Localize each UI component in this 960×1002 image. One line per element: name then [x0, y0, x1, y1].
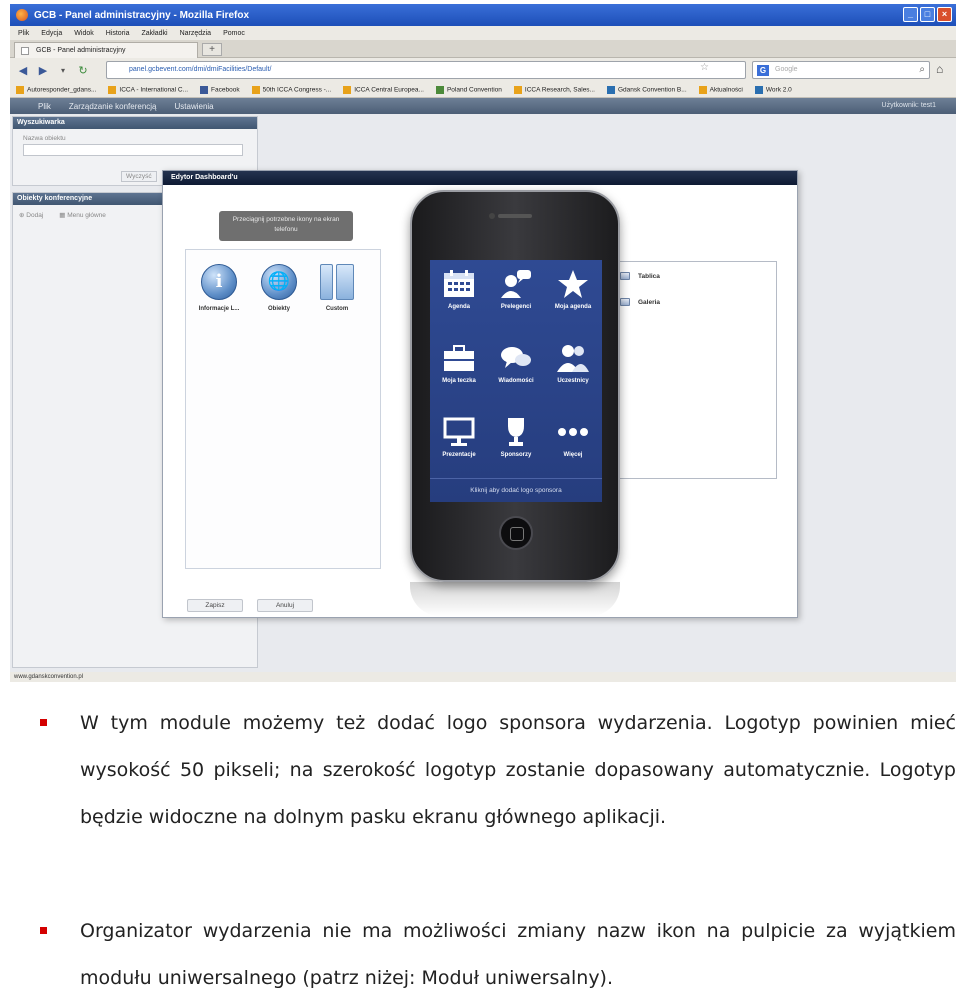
icon-item-objects[interactable]: 🌐 Obiekty	[252, 264, 306, 312]
maximize-button[interactable]: □	[920, 7, 935, 22]
search-placeholder: Google	[775, 66, 798, 73]
home-icon[interactable]: ⌂	[936, 62, 944, 76]
calendar-icon	[431, 266, 487, 302]
clear-button[interactable]: Wyczyść	[121, 171, 157, 182]
menu-view[interactable]: Widok	[74, 29, 94, 37]
bookmark-item[interactable]: ICCA Research, Sales...	[514, 86, 595, 94]
object-name-input[interactable]	[23, 144, 243, 156]
bookmark-item[interactable]: Autoresponder_gdans...	[16, 86, 96, 94]
tile-sponsorzy[interactable]: Sponsorzy	[488, 414, 544, 458]
bookmark-item[interactable]: ICCA Central Europea...	[343, 86, 424, 94]
icon-item-info[interactable]: i Informacje L...	[192, 264, 246, 312]
add-icon: ⊕	[19, 212, 25, 219]
list-item-galeria[interactable]: Galeria	[620, 298, 660, 306]
facebook-icon	[200, 86, 208, 94]
tab-label: GCB - Panel administracyjny	[36, 47, 126, 54]
window-title: GCB - Panel administracyjny - Mozilla Firefox	[34, 9, 250, 21]
search-input[interactable]	[752, 61, 930, 79]
bookmark-item[interactable]: ICCA - International C...	[108, 86, 188, 94]
bullet-marker	[40, 927, 47, 934]
bookmark-item[interactable]: Aktualności	[699, 86, 743, 94]
search-panel-title: Wyszukiwarka	[13, 117, 257, 129]
menu-icon: ▦	[59, 212, 66, 219]
url-bar[interactable]	[106, 61, 746, 79]
tile-wiecej[interactable]: Więcej	[545, 414, 601, 458]
bookmark-star-icon[interactable]: ☆	[700, 62, 709, 73]
menu-history[interactable]: Historia	[105, 29, 130, 37]
history-dropdown-icon[interactable]: ▾	[60, 65, 65, 75]
firefox-icon	[16, 9, 28, 21]
menu-bar	[10, 26, 956, 40]
icon-item-custom[interactable]: Custom	[310, 264, 364, 312]
app-nav-file[interactable]: Plik	[38, 101, 51, 111]
tile-moja-agenda[interactable]: Moja agenda	[545, 266, 601, 310]
bookmark-icon	[755, 86, 763, 94]
menu-tools[interactable]: Narzędzia	[179, 29, 212, 37]
star-icon	[545, 266, 601, 302]
board-icon	[620, 272, 630, 280]
search-field-label: Nazwa obiektu	[23, 135, 66, 142]
bookmark-icon	[16, 86, 24, 94]
info-icon: i	[201, 264, 237, 300]
status-bar: www.gdanskconvention.pl	[10, 672, 956, 682]
menu-file[interactable]: Plik	[18, 29, 30, 37]
tile-uczestnicy[interactable]: Uczestnicy	[545, 340, 601, 384]
bullet-paragraph-2	[40, 908, 956, 1002]
speaker-grille	[498, 214, 532, 218]
app-nav-settings[interactable]: Ustawienia	[174, 101, 214, 111]
save-button[interactable]: Zapisz	[187, 599, 243, 612]
new-tab-button[interactable]: +	[202, 43, 222, 56]
phone-reflection	[410, 582, 620, 616]
bookmark-icon	[607, 86, 615, 94]
menu-help[interactable]: Pomoc	[223, 29, 245, 37]
speaker-icon	[488, 266, 544, 302]
sponsor-logo-bar[interactable]: Kliknij aby dodać logo sponsora	[430, 478, 602, 502]
main-menu-button[interactable]: ▦ Menu główne	[59, 212, 106, 219]
briefcase-icon	[431, 340, 487, 376]
search-engine-icon[interactable]: G	[757, 65, 769, 76]
bookmarks-toolbar	[10, 82, 956, 98]
tab-bar	[10, 40, 956, 58]
tile-moja-teczka[interactable]: Moja teczka	[431, 340, 487, 384]
tile-prezentacje[interactable]: Prezentacje	[431, 414, 487, 458]
window-titlebar	[10, 4, 956, 26]
tile-agenda[interactable]: Agenda	[431, 266, 487, 310]
phone-home-button	[499, 516, 533, 550]
drag-hint: Przeciągnij potrzebne ikony na ekran telefonu	[219, 211, 353, 241]
paragraph-text: Organizator wydarzenia nie ma możliwości zmiany nazw ikon na pulpicie za wyjątkiem modułu uniwersalnego (patrz niżej: Moduł uniwersalny).	[80, 920, 956, 989]
back-icon[interactable]: ◀	[18, 64, 28, 77]
app-navigation	[10, 98, 956, 114]
search-icon[interactable]: ⌕	[919, 64, 925, 75]
custom-layout-icon	[320, 264, 354, 300]
bullet-paragraph-1	[40, 700, 956, 841]
phone-screen	[430, 260, 602, 502]
bookmark-item[interactable]: Gdansk Convention B...	[607, 86, 687, 94]
dialog-title: Edytor Dashboard'u	[163, 171, 797, 185]
bookmark-item[interactable]: 50th ICCA Congress -...	[252, 86, 332, 94]
navigation-bar	[10, 58, 956, 82]
forward-icon[interactable]: ▶	[38, 64, 48, 77]
bookmark-item[interactable]: Work 2.0	[755, 86, 792, 94]
user-label: Użytkownik: test1	[881, 102, 936, 109]
camera-icon	[489, 213, 495, 219]
gallery-icon	[620, 298, 630, 306]
tile-prelegenci[interactable]: Prelegenci	[488, 266, 544, 310]
close-button[interactable]: ×	[937, 7, 952, 22]
tile-wiadomosci[interactable]: Wiadomości	[488, 340, 544, 384]
globe-icon: 🌐	[261, 264, 297, 300]
objects-panel-title: Obiekty konferencyjne	[13, 193, 257, 205]
paragraph-text: W tym module możemy też dodać logo sponsora wydarzenia. Logotyp powinien mieć wysokość 50 pikseli; na szerokość logotyp zostanie dopasowany automatycznie. Logotyp będzie widoczne na dolnym pasku ekranu głównego aplikacji.	[80, 712, 956, 828]
dashboard-list	[611, 261, 777, 479]
reload-icon[interactable]: ↻	[78, 64, 88, 77]
people-icon	[545, 340, 601, 376]
chat-icon	[488, 340, 544, 376]
add-button[interactable]: ⊕ Dodaj	[19, 212, 44, 219]
bookmark-icon	[436, 86, 444, 94]
menu-bookmarks[interactable]: Zakładki	[141, 29, 168, 37]
presentation-icon	[431, 414, 487, 450]
trophy-icon	[488, 414, 544, 450]
available-icons-panel	[185, 249, 381, 569]
app-nav-conference[interactable]: Zarządzanie konferencją	[68, 101, 157, 111]
bookmark-icon	[252, 86, 260, 94]
more-icon	[545, 414, 601, 450]
menu-edit[interactable]: Edycja	[41, 29, 63, 37]
dashboard-grid	[430, 260, 602, 476]
bullet-marker	[40, 719, 47, 726]
phone-mockup	[410, 190, 620, 582]
bookmark-item[interactable]: Poland Convention	[436, 86, 502, 94]
minimize-button[interactable]: _	[903, 7, 918, 22]
bookmark-icon	[343, 86, 351, 94]
page-icon	[21, 47, 29, 55]
bookmark-icon	[514, 86, 522, 94]
list-item-tablica[interactable]: Tablica	[620, 272, 660, 280]
folder-icon	[699, 86, 707, 94]
screenshot	[10, 4, 956, 682]
bookmark-item[interactable]: Facebook	[200, 86, 240, 94]
cancel-button[interactable]: Anuluj	[257, 599, 313, 612]
url-text: panel.gcbevent.com/dmi/dmiFacilities/Default/	[129, 66, 272, 73]
bookmark-icon	[108, 86, 116, 94]
browser-tab[interactable]	[14, 42, 198, 58]
